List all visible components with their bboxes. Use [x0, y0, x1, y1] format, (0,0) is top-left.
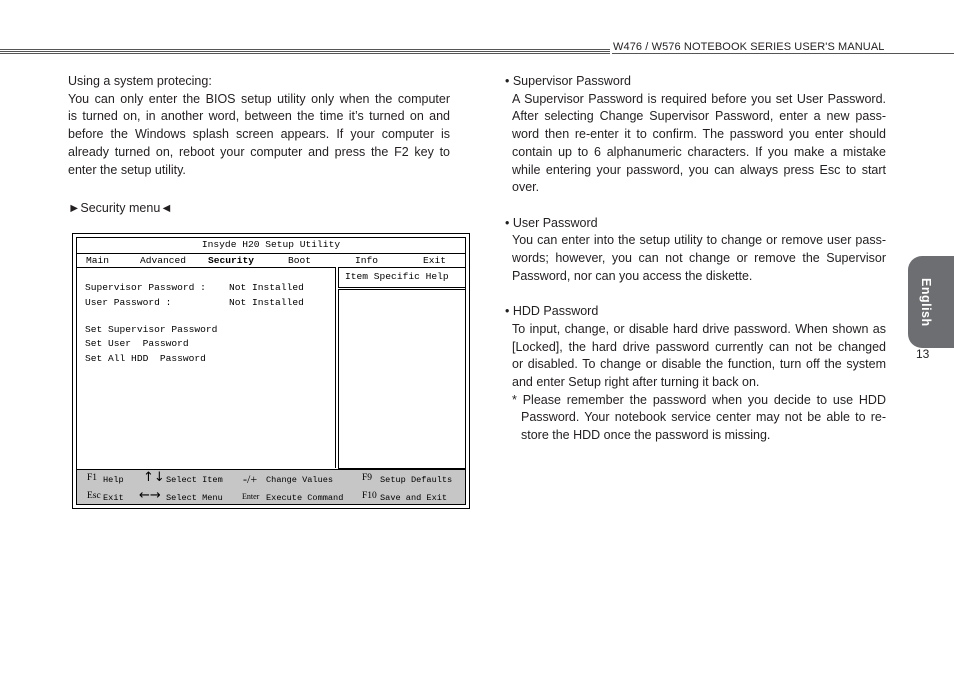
manual-title: W476 / W576 NOTEBOOK SERIES USER'S MANUAL [613, 41, 885, 53]
header-rule [612, 53, 954, 54]
key-plus-minus-text: Change Values [266, 475, 334, 485]
intro-paragraph [68, 91, 450, 180]
key-esc-text: Exit [103, 493, 124, 503]
header-rule [0, 53, 610, 54]
text-line: A Supervisor Password is required before you set User Password. [512, 91, 886, 106]
key-f9-text: Setup Defaults [380, 475, 453, 485]
text-line: before the Windows splash screen appears. If your computer is [68, 127, 450, 142]
key-f10-text: Save and Exit [380, 493, 448, 503]
bios-menu-info: Info [355, 255, 379, 266]
text-line: or disabled. To change or disable the function, turn off the system [512, 357, 886, 372]
key-f9: F9 [362, 473, 373, 483]
header-rule [0, 49, 610, 50]
note-line: store the HDD once the password is missing. [521, 428, 771, 443]
text-line: You can enter into the setup utility to change or remove user pass- [512, 233, 886, 248]
key-updown-text: Select Item [166, 475, 223, 485]
language-tab-label: English [919, 277, 933, 327]
bios-frame [76, 237, 466, 505]
text-line: already turned on, reboot your computer and press the F2 key to [68, 144, 450, 159]
text-line: and enter Setup right after turning it back on. [512, 374, 760, 389]
bios-menu-bar [77, 253, 465, 268]
key-plus-minus: -/+ [243, 472, 258, 486]
note-line: * Please remember the password when you decide to use HDD [512, 392, 886, 407]
bios-screenshot [72, 233, 470, 509]
text-line: After selecting Change Supervisor Password, enter a new pass- [512, 109, 886, 124]
left-right-arrows-icon: ←→ [139, 488, 161, 503]
bios-menu-advanced: Advanced [140, 255, 187, 266]
key-f1: F1 [87, 473, 98, 483]
page-number: 13 [916, 347, 930, 361]
bios-help-title: Item Specific Help [345, 271, 449, 282]
bios-main-panel [77, 267, 336, 468]
bios-menu-main: Main [86, 255, 110, 266]
text-line: words; however, you can not change or remove the Supervisor [512, 251, 886, 266]
key-f10: F10 [362, 491, 377, 501]
key-lr-text: Select Menu [166, 493, 223, 503]
left-column [68, 73, 450, 218]
text-line: is turned on, in another word, between the time it’s turned on and [68, 109, 450, 124]
text-line: over. [512, 180, 540, 195]
text-line: You can only enter the BIOS setup utility only when the computer [68, 91, 450, 106]
text-line: [Locked], the hard drive password currently can not be changed [512, 339, 886, 354]
bios-menu-boot: Boot [288, 255, 312, 266]
bios-supervisor-label: Supervisor Password : [85, 282, 206, 293]
text-line: enter the setup utility. [68, 162, 186, 177]
bios-help-panel [338, 289, 465, 469]
key-f1-text: Help [103, 475, 124, 485]
key-esc: Esc [87, 491, 101, 501]
hdd-password-heading: • HDD Password [505, 304, 599, 319]
bios-menu-security: Security [208, 255, 255, 266]
section-heading: Using a system protecing: [68, 74, 212, 88]
user-password-heading: • User Password [505, 215, 598, 230]
right-column [505, 73, 886, 445]
bios-user-label: User Password : [85, 297, 172, 308]
bios-user-value: Not Installed [229, 297, 304, 308]
bios-key-legend [77, 469, 465, 504]
security-menu-caption: ►Security menu◄ [68, 200, 173, 215]
text-line: word then re-enter it to confirm. The password you enter should [512, 127, 886, 142]
bios-supervisor-value: Not Installed [229, 282, 304, 293]
header-rule [0, 51, 610, 52]
text-line: Password, nor can you access the diskette. [512, 268, 753, 283]
bios-set-supervisor: Set Supervisor Password [85, 324, 218, 335]
bios-title: Insyde H20 Setup Utility [201, 239, 341, 250]
bios-set-all-hdd: Set All HDD Password [85, 353, 206, 364]
text-line: To input, change, or disable hard drive password. When shown as [512, 321, 886, 336]
note-line: Password. Your notebook service center may not be able to re- [521, 410, 886, 425]
key-enter-text: Execute Command [266, 493, 344, 503]
bios-set-user: Set User Password [85, 338, 189, 349]
up-down-arrows-icon: ↑↓ [143, 470, 165, 485]
key-enter: Enter [242, 492, 260, 501]
text-line: contain up to 6 alphanumeric characters. If you make a mistake [512, 144, 886, 159]
bios-menu-exit: Exit [423, 255, 447, 266]
bios-help-header [338, 267, 465, 288]
text-line: while entering your password, you can always press Esc to start [512, 162, 886, 177]
supervisor-heading: • Supervisor Password [505, 74, 631, 88]
